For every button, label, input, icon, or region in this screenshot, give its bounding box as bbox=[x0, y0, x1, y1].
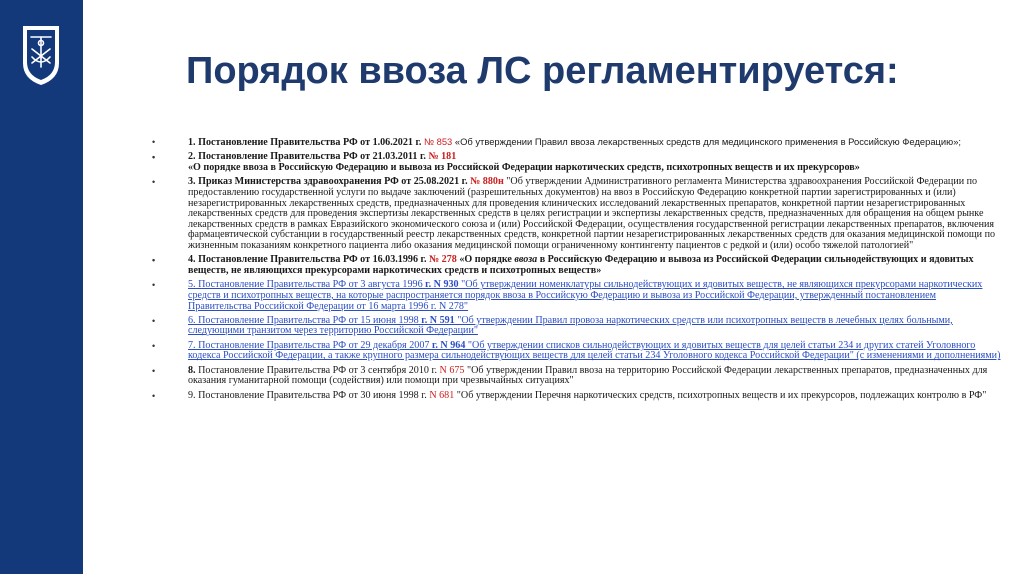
document-number: № 853 bbox=[423, 136, 453, 147]
item-text-italic: ввоза bbox=[514, 254, 538, 266]
document-number: г. N 930 bbox=[425, 279, 459, 291]
item-text: 2. Постановление Правительства РФ от 21.03.2011 г. bbox=[188, 151, 429, 163]
list-item bbox=[152, 177, 1002, 251]
item-text: 4. Постановление Правительства РФ от 16.03.1996 г. bbox=[188, 254, 430, 266]
link-text: "Об утверждении Правил провоза наркотических средств или психотропных веществ в лечебных целях больными, следующими транзитом через территорию Российской Федерации" bbox=[188, 314, 953, 337]
item-text: 1. Постановление Правительства РФ от 1.06.2021 г. bbox=[188, 137, 424, 148]
bullet: • bbox=[152, 177, 156, 188]
item-text: 9. Постановление Правительства РФ от 30 июня 1998 г. bbox=[188, 389, 430, 401]
shield-keys-anchor-icon bbox=[19, 23, 63, 87]
item-text: "Об утверждении Перечня наркотических средств, психотропных веществ и их прекурсоров, подлежащих контролю в РФ" bbox=[454, 389, 987, 401]
item-text: «Об утверждении Правил ввоза лекарственных средств для медицинского применения в Российскую Федерацию»; bbox=[452, 136, 962, 147]
regulation-link[interactable] bbox=[188, 279, 982, 311]
list-item bbox=[152, 137, 1002, 149]
list-item bbox=[152, 366, 1002, 387]
item-number: 8. bbox=[188, 364, 196, 376]
list-item bbox=[152, 152, 1002, 173]
bullet: • bbox=[152, 280, 156, 291]
link-text: "Об утверждении номенклатуры сильнодействующих и ядовитых веществ, не являющихся прекурсорами наркотических средств и психотропных веществ, на которые распространяется порядок ввоза в Российскую Федерацию и вывоза из Российской Федерации, утвержденный постановлением Правительства Российской Федерации от 16 марта 1996 г. N 278" bbox=[188, 279, 983, 312]
link-text: 7. Постановление Правительства РФ от 29 декабря 2007 bbox=[188, 339, 432, 351]
bullet: • bbox=[152, 152, 156, 163]
item-text: «О порядке bbox=[456, 254, 515, 266]
sidebar-band bbox=[0, 0, 83, 574]
link-text: 6. Постановление Правительства РФ от 15 июня 1998 bbox=[188, 314, 422, 326]
regulation-link[interactable] bbox=[188, 340, 1000, 362]
list-item bbox=[152, 341, 1002, 362]
bullet: • bbox=[152, 137, 156, 147]
bullet: • bbox=[152, 340, 156, 351]
document-number: г. N 964 bbox=[431, 339, 466, 351]
document-number: № 880н bbox=[470, 176, 504, 188]
regulations-list-container bbox=[152, 137, 1002, 405]
document-number: N 675 bbox=[439, 364, 465, 376]
link-text: "Об утверждении списков сильнодействующих и ядовитых веществ для целей статьи 234 и других статей Уголовного кодекса Российской Федерации, а также крупного размера сильнодействующих веществ для целей статьи 234 Уголовного кодекса Российской Федерации" (с изменениями и дополнениями) bbox=[188, 339, 1001, 362]
bullet: • bbox=[152, 315, 156, 326]
logo-emblem bbox=[19, 23, 63, 87]
item-text: "Об утверждении Административного регламента Министерства здравоохранения Российской Федерации по предоставлению государственной услуги по выдаче заключений (разрешительных документов) на ввоз в Российскую Федерацию конкретной партии зарегистрированных и (или) незарегистрированных лекарственных средств, предназначенных для проведения клинических исследований лекарственных препаратов, конкретной партии незарегистрированных лекарственных средств для проведения экспертизы лекарственных средств в целях регистрации и экспертизы лекарственных средств, предназначенных для обращения на общем рынке лекарственных средств в рамках Евразийского экономического союза и (или) Российской Федерации, осуществления государственной регистрации лекарственных препаратов, включения фармацевтической субстанции в государственный реестр лекарственных средств, конкретной партии незарегистрированных лекарственных средств для оказания медицинской помощи по жизненным показаниям конкретного пациента либо оказания медицинской помощи ограниченному контингенту пациентов с редкой и (или) особо тяжелой патологией" bbox=[188, 176, 996, 251]
regulations-list bbox=[152, 137, 1002, 401]
item-text: "Об утверждении Правил ввоза на территорию Российской Федерации лекарственных препаратов, предназначенных для оказания гуманитарной помощи (содействия) или помощи при чрезвычайных ситуациях" bbox=[188, 364, 988, 387]
item-text: «О порядке ввоза в Российскую Федерацию и вывоза из Российской Федерации наркотических средств, психотропных веществ и их прекурсоров» bbox=[188, 161, 860, 173]
list-item bbox=[152, 316, 1002, 337]
link-text: 5. Постановление Правительства РФ от 3 августа 1996 bbox=[188, 279, 426, 291]
page-title: Порядок ввоза ЛС регламентируется: bbox=[186, 50, 899, 92]
bullet: • bbox=[152, 255, 156, 266]
document-number: N 681 bbox=[429, 389, 455, 401]
list-item bbox=[152, 255, 1002, 276]
list-item bbox=[152, 391, 1002, 402]
document-number: № 278 bbox=[429, 254, 457, 266]
item-text: 3. Приказ Министерства здравоохранения РФ от 25.08.2021 г. bbox=[188, 176, 471, 188]
document-number: № 181 bbox=[428, 151, 457, 163]
list-item bbox=[152, 280, 1002, 312]
document-number: г. N 591 bbox=[421, 314, 455, 326]
regulation-link[interactable] bbox=[188, 315, 953, 337]
bullet: • bbox=[152, 365, 156, 376]
bullet: • bbox=[152, 390, 156, 401]
item-text: в Российскую Федерацию и вывоза из Российской Федерации сильнодействующих и ядовитых веществ, не являющихся прекурсорами наркотических средств и психотропных веществ» bbox=[188, 254, 974, 276]
item-text: Постановление Правительства РФ от 3 сентября 2010 г. bbox=[195, 364, 440, 376]
